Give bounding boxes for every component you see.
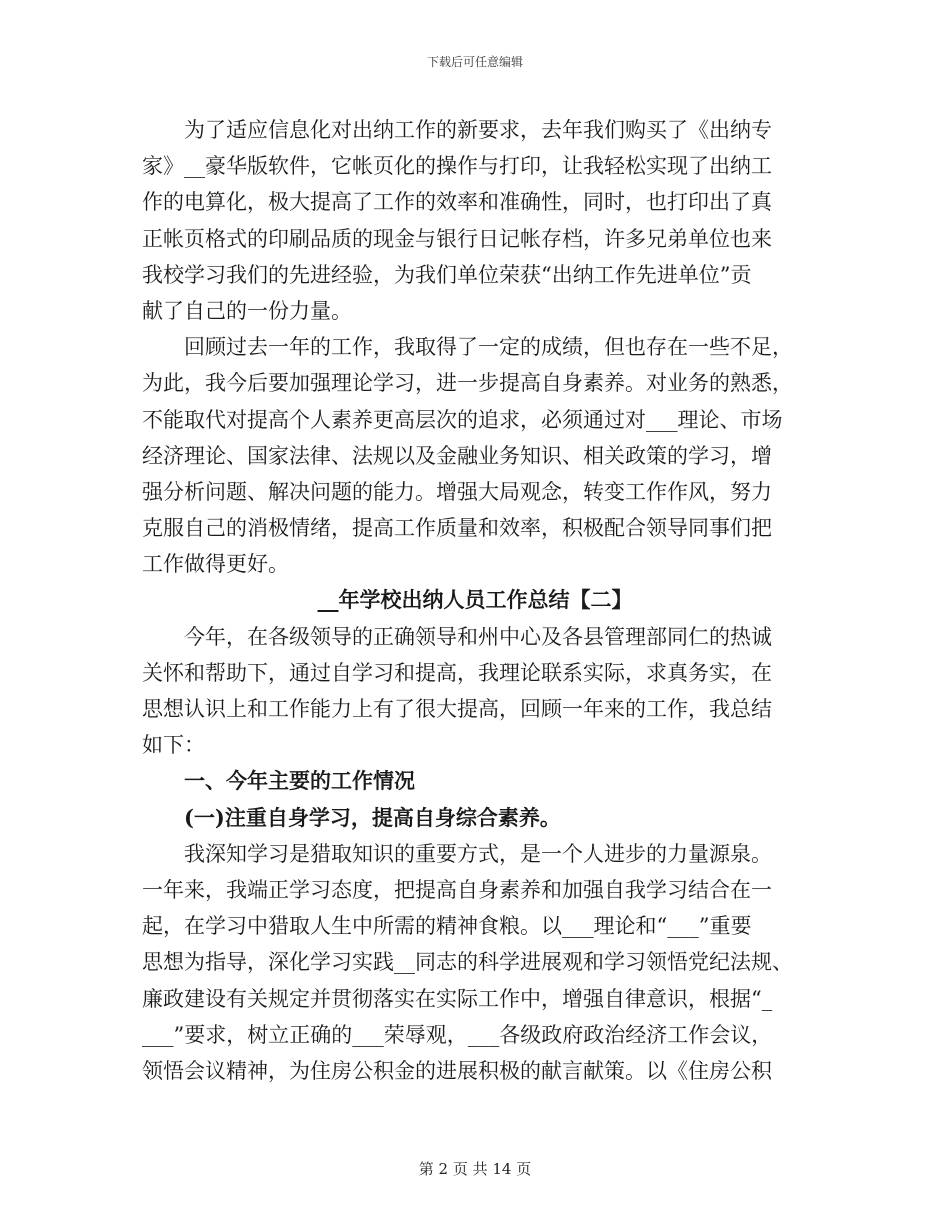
text-line: 经济理论、国家法律、法规以及金融业务知识、相关政策的学习，增 xyxy=(142,443,772,468)
text-line: 关怀和帮助下，通过自学习和提高，我理论联系实际，求真务实，在 xyxy=(142,660,772,685)
section-heading xyxy=(142,763,808,799)
text-line: 思想认识上和工作能力上有了很大提高，回顾一年来的工作，我总结 xyxy=(142,697,772,721)
text-line: 工作做得更好。 xyxy=(142,552,289,577)
text-line: 正帐页格式的印刷品质的现金与银行日记帐存档，许多兄弟单位也来 xyxy=(142,226,772,251)
section-title xyxy=(142,582,808,618)
text-line: 强分析问题、解决问题的能力。增强大局观念，转变工作作风，努力 xyxy=(142,479,772,504)
text-line: 为了适应信息化对出纳工作的新要求，去年我们购买了《出纳专 xyxy=(142,118,772,142)
text-line: 我深知学习是猎取知识的重要方式，是一个人进步的力量源泉。 xyxy=(142,841,772,866)
paragraph xyxy=(142,112,808,329)
paragraph xyxy=(142,329,808,582)
document-body xyxy=(142,112,808,1089)
paragraph xyxy=(142,836,808,1089)
text-line: 如下： xyxy=(142,733,205,758)
text-line: ___”要求，树立正确的___荣辱观，___各级政府政治经济工作会议， xyxy=(142,1022,773,1047)
text-line: __年学校出纳人员工作总结【二】 xyxy=(317,587,633,613)
page-header-note: 下载后可任意编辑 xyxy=(426,55,523,69)
text-line: 克服自己的消极情绪，提高工作质量和效率，积极配合领导同事们把 xyxy=(142,516,772,541)
text-line: 为此，我今后要加强理论学习，进一步提高自身素养。对业务的熟悉， xyxy=(142,371,793,396)
text-line: 我校学习我们的先进经验，为我们单位荣获“出纳工作先进单位”贡 xyxy=(142,262,752,287)
text-line: 思想为指导，深化学习实践__同志的科学进展观和学习领悟党纪法规、 xyxy=(142,950,793,975)
text-line: 作的电算化，极大提高了工作的效率和准确性，同时，也打印出了真 xyxy=(142,190,772,215)
text-line: 一、今年主要的工作情况 xyxy=(142,768,415,794)
section-heading xyxy=(142,800,808,836)
text-line: (一)注重自身学习，提高自身综合素养。 xyxy=(142,804,561,830)
page-footer-number: 第 2 页 共 14 页 xyxy=(418,1160,532,1178)
paragraph xyxy=(142,619,808,764)
text-line: 起，在学习中猎取人生中所需的精神食粮。以___理论和“___”重要 xyxy=(142,914,752,939)
text-line: 不能取代对提高个人素养更高层次的追求，必须通过对___理论、市场 xyxy=(142,407,783,432)
text-line: 家》__豪华版软件，它帐页化的操作与打印，让我轻松实现了出纳工 xyxy=(142,154,772,179)
text-line: 献了自己的一份力量。 xyxy=(142,298,352,323)
text-line: 回顾过去一年的工作，我取得了一定的成绩，但也存在一些不足， xyxy=(142,335,793,360)
text-line: 一年来，我端正学习态度，把提高自身素养和加强自我学习结合在一 xyxy=(142,877,772,902)
text-line: 今年，在各级领导的正确领导和州中心及各县管理部同仁的热诚 xyxy=(142,624,772,649)
text-line: 领悟会议精神，为住房公积金的进展积极的献言献策。以《住房公积 xyxy=(142,1058,772,1083)
text-line: 廉政建设有关规定并贯彻落实在实际工作中，增强自律意识，根据“_ xyxy=(142,986,773,1011)
